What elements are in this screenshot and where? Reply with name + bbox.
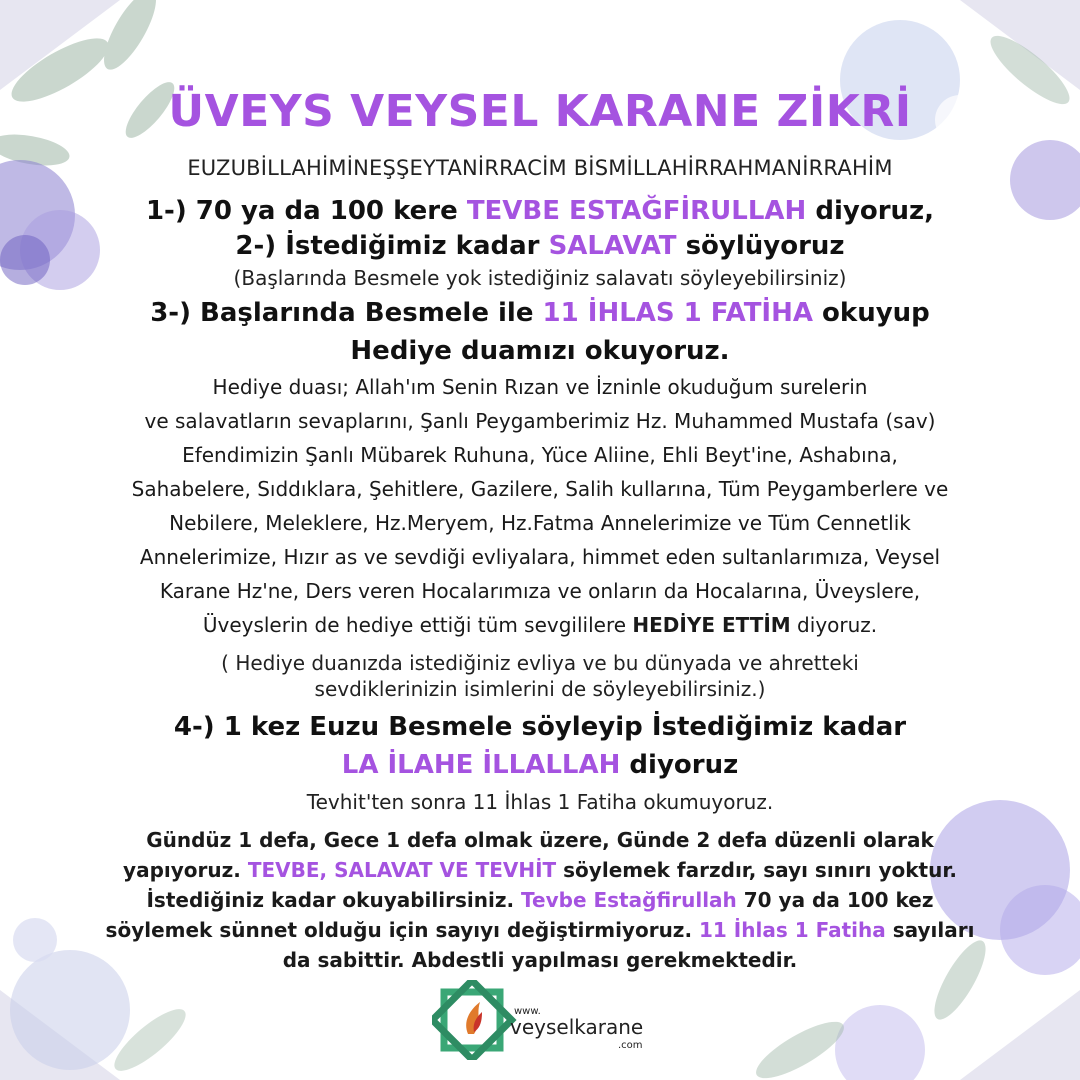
step-4-text-end: diyoruz [620, 750, 739, 780]
dua-line: Hediye duası; Allah'ım Senin Rızan ve İzninle okuduğum surelerin [212, 375, 868, 399]
step-4-note: Tevhit'ten sonra 11 İhlas 1 Fatiha okumuyoruz. [306, 790, 774, 814]
footer-text: İstediğiniz kadar okuyabilirsiniz. [146, 888, 522, 912]
page-title: ÜVEYS VEYSEL KARANE ZİKRİ [168, 86, 912, 137]
step-4-highlight: LA İLAHE İLLALLAH [341, 750, 621, 780]
opening-phrase: EUZUBİLLAHİMİNEŞŞEYTANİRRACİM BİSMİLLAHİRRAHMANİRRAHİM [187, 156, 893, 180]
footer-line: da sabittir. Abdestli yapılması gerekmektedir. [282, 948, 798, 972]
step-1-text-end: diyoruz, [806, 196, 935, 226]
step-4-line-2 [0, 750, 1080, 780]
dua-note: sevdiklerinizin isimlerini de söyleyebilirsiniz.) [314, 677, 766, 701]
site-logo[interactable] [432, 980, 662, 1060]
dua-line: Efendimizin Şanlı Mübarek Ruhuna, Yüce Aliine, Ehli Beyt'ine, Ashabına, [182, 443, 898, 467]
footer-text: 70 ya da 100 kez [736, 888, 934, 912]
step-1-highlight: TEVBE ESTAĞFİRULLAH [466, 196, 807, 226]
footer-text: sayıları [885, 918, 975, 942]
step-1 [0, 196, 1080, 226]
step-3 [0, 298, 1080, 328]
star-logo-icon [432, 980, 511, 1059]
footer-line [0, 918, 1080, 942]
dua-line: Annelerimize, Hızır as ve sevdiği evliyalara, himmet eden sultanlarımıza, Veysel [139, 545, 941, 569]
dua-line: ve salavatların sevaplarını, Şanlı Peygamberimiz Hz. Muhammed Mustafa (sav) [144, 409, 936, 433]
footer-highlight: Tevbe Estağfirullah [521, 888, 737, 912]
dua-note: ( Hediye duanızda istediğiniz evliya ve bu dünyada ve ahretteki [221, 651, 859, 675]
step-2 [0, 231, 1080, 261]
dua-line: Nebilere, Meleklere, Hz.Meryem, Hz.Fatma Annelerimize ve Tüm Cennetlik [169, 511, 911, 535]
footer-line: Gündüz 1 defa, Gece 1 defa olmak üzere, Günde 2 defa düzenli olarak [146, 828, 934, 852]
footer-line [0, 888, 1080, 912]
logo-www: www. [514, 1006, 541, 1017]
dua-last-text: Üveyslerin de hediye ettiği tüm sevgililere [202, 613, 633, 637]
hediye-ettim-label: HEDİYE ETTİM [632, 613, 791, 637]
footer-text: yapıyoruz. [123, 858, 248, 882]
footer-text: söylemek farzdır, sayı sınırı yoktur. [556, 858, 957, 882]
step-4: 4-) 1 kez Euzu Besmele söyleyip İstediğimiz kadar [173, 712, 907, 742]
step-2-text: 2-) İstediğimiz kadar [235, 231, 549, 261]
logo-tld: .com [618, 1040, 643, 1051]
footer-highlight: 11 İhlas 1 Fatiha [699, 918, 886, 942]
step-3-highlight: 11 İHLAS 1 FATİHA [542, 298, 813, 328]
step-2-note: (Başlarında Besmele yok istediğiniz salavatı söyleyebilirsiniz) [233, 266, 847, 290]
dua-last-line [0, 613, 1080, 637]
step-2-highlight: SALAVAT [548, 231, 677, 261]
dua-line: Karane Hz'ne, Ders veren Hocalarımıza ve onların da Hocalarına, Üveyslere, [159, 579, 921, 603]
dua-last-text-end: diyoruz. [790, 613, 878, 637]
step-1-text: 1-) 70 ya da 100 kere [145, 196, 467, 226]
footer-line [0, 858, 1080, 882]
logo-name: veyselkarane [510, 1015, 644, 1039]
dua-line: Sahabelere, Sıddıklara, Şehitlere, Gazilere, Salih kullarına, Tüm Peygamberlere ve [131, 477, 949, 501]
step-3-line-2: Hediye duamızı okuyoruz. [350, 336, 730, 366]
footer-text: söylemek sünnet olduğu için sayıyı değiştirmiyoruz. [105, 918, 700, 942]
footer-highlight: TEVBE, SALAVAT VE TEVHİT [247, 858, 557, 882]
step-2-text-end: söylüyoruz [676, 231, 845, 261]
step-3-text: 3-) Başlarında Besmele ile [150, 298, 543, 328]
step-3-text-end: okuyup [812, 298, 930, 328]
